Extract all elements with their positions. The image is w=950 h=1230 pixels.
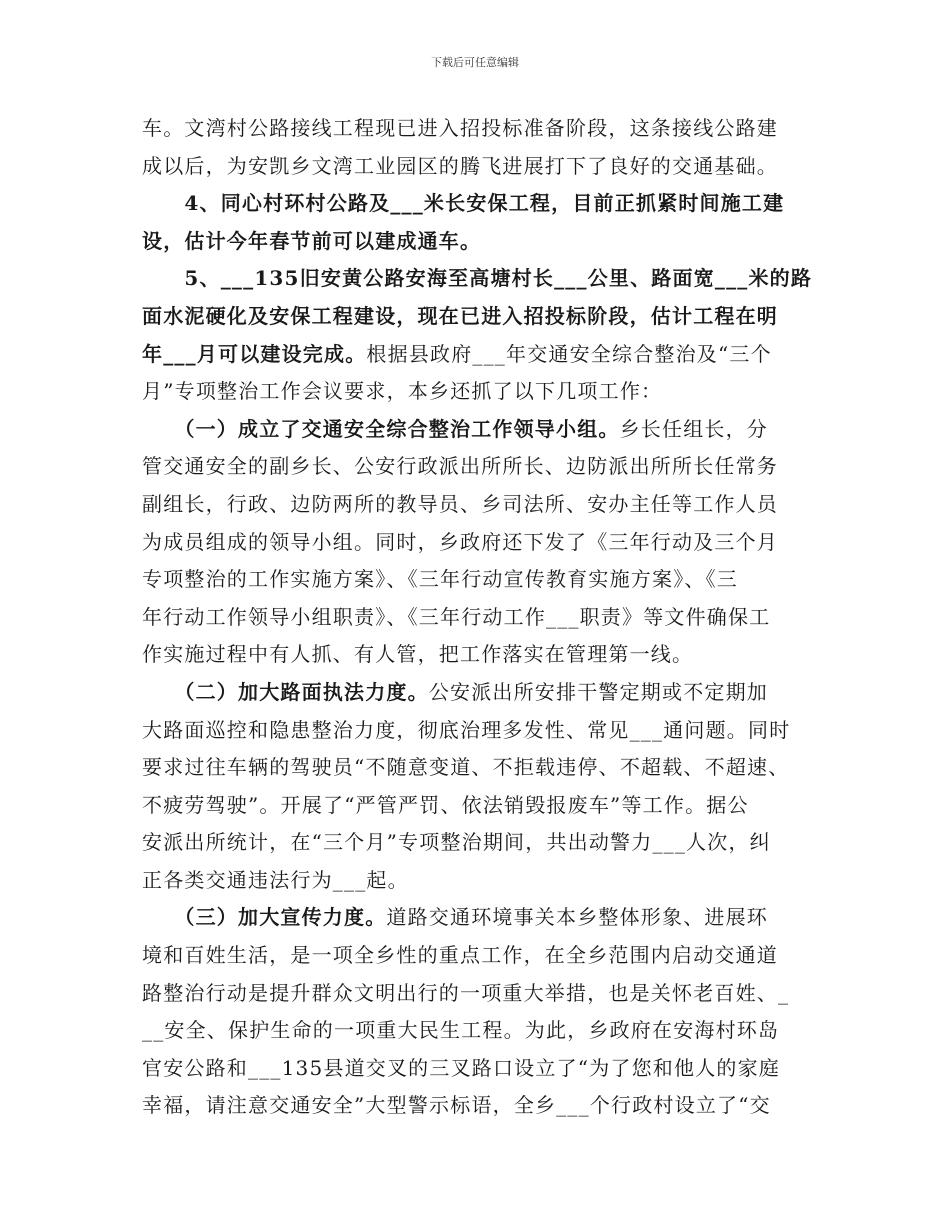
text-run: 公安派出所安排干警定期或不定期加 [428,679,769,704]
text-run: 大路面巡控和隐患整治力度，彻底治理多发性、常见___通问题。同时 [142,717,791,742]
text-run: 作实施过程中有人抓、有人管，把工作落实在管理第一线。 [142,642,694,667]
text-line [142,185,826,223]
text-line [142,110,826,148]
text-line [142,975,826,1013]
text-line [142,561,826,599]
text-line [142,899,826,937]
text-line [142,824,826,862]
text-run: 安派出所统计，在“三个月”专项整治期间，共出动警力___人次，纠 [142,830,771,855]
text-run: 车。文湾村公路接线工程现已进入招投标准备阶段，这条接线公路建 [142,116,778,140]
text-line [142,749,826,787]
text-run: 道路交通环境事关本乡整体形象、进展环 [386,905,769,930]
text-run: 官安公路和___135县道交叉的三叉路口设立了“为了您和他人的家庭 [142,1055,780,1080]
text-run: 年行动工作领导小组职责》、《三年行动工作___职责》等文件确保工 [142,604,771,629]
text-line [142,674,826,712]
text-line [142,486,826,524]
text-line [142,260,826,298]
text-run: 成以后，为安凯乡文湾工业园区的腾飞进展打下了良好的交通基础。 [142,153,778,178]
text-run: 根据县政府___年交通安全综合整治及“三个 [366,341,772,366]
text-run: （三）加大宣传力度。 [142,905,387,930]
text-run: 4、同心村环村公路及___米长安保工程，目前正抓紧时间施工建 [142,191,785,216]
text-line [142,448,826,486]
text-run: 乡长任组长，分 [619,416,769,441]
text-run: （二）加大路面执法力度。 [142,679,429,704]
text-line [142,787,826,825]
text-run: __安全、保护生命的一项重大民生工程。为此，乡政府在安海村环岛 [142,1018,780,1043]
text-line [142,862,826,900]
text-run: 境和百姓生活，是一项全乡性的重点工作，在全乡范围内启动交通道 [142,943,778,968]
text-run: 年___月可以建设完成。 [142,341,367,366]
text-run: 设，估计今年春节前可以建成通车。 [142,228,482,253]
text-line [142,1050,826,1088]
text-run: 副组长，行政、边防两所的教导员、乡司法所、安办主任等工作人员 [142,491,778,516]
text-line [142,1012,826,1050]
text-run: 不疲劳驾驶”。开展了“严管严罚、依法销毁报废车”等工作。据公 [142,792,749,817]
text-line [142,712,826,750]
text-run: 月”专项整治工作会议要求，本乡还抓了以下几项工作： [142,379,663,404]
text-line [142,599,826,637]
text-run: 管交通安全的副乡长、公安行政派出所所长、边防派出所所长任常务 [142,454,778,479]
document-body [142,110,826,1125]
text-run: 5、___135旧安黄公路安海至高塘村长___公里、路面宽___米的路 [142,266,813,291]
text-run: 面水泥硬化及安保工程建设，现在已进入招投标阶段，估计工程在明 [142,303,778,328]
text-run: 为成员组成的领导小组。同时，乡政府还下发了《三年行动及三个月 [142,529,778,554]
text-line [142,223,826,261]
text-run: 幸福，请注意交通安全”大型警示标语，全乡___个行政村设立了“交 [142,1093,771,1118]
text-line [142,636,826,674]
text-line [142,1087,826,1125]
text-run: 要求过往车辆的驾驶员“不随意变道、不拒载违停、不超载、不超速、 [142,755,790,780]
text-run: 路整治行动是提升群众文明出行的一项重大举措，也是关怀老百姓、_ [142,980,790,1005]
page-header: 下载后可任意编辑 [431,56,519,69]
text-line [142,298,826,336]
text-run: （一）成立了交通安全综合整治工作领导小组。 [142,416,620,441]
text-line [142,148,826,186]
text-line [142,937,826,975]
text-line [142,373,826,411]
text-run: 正各类交通违法行为___起。 [142,867,409,892]
text-line [142,336,826,374]
text-run: 专项整治的工作实施方案》、《三年行动宣传教育实施方案》、《三 [142,567,738,592]
text-line [142,411,826,449]
text-line [142,524,826,562]
